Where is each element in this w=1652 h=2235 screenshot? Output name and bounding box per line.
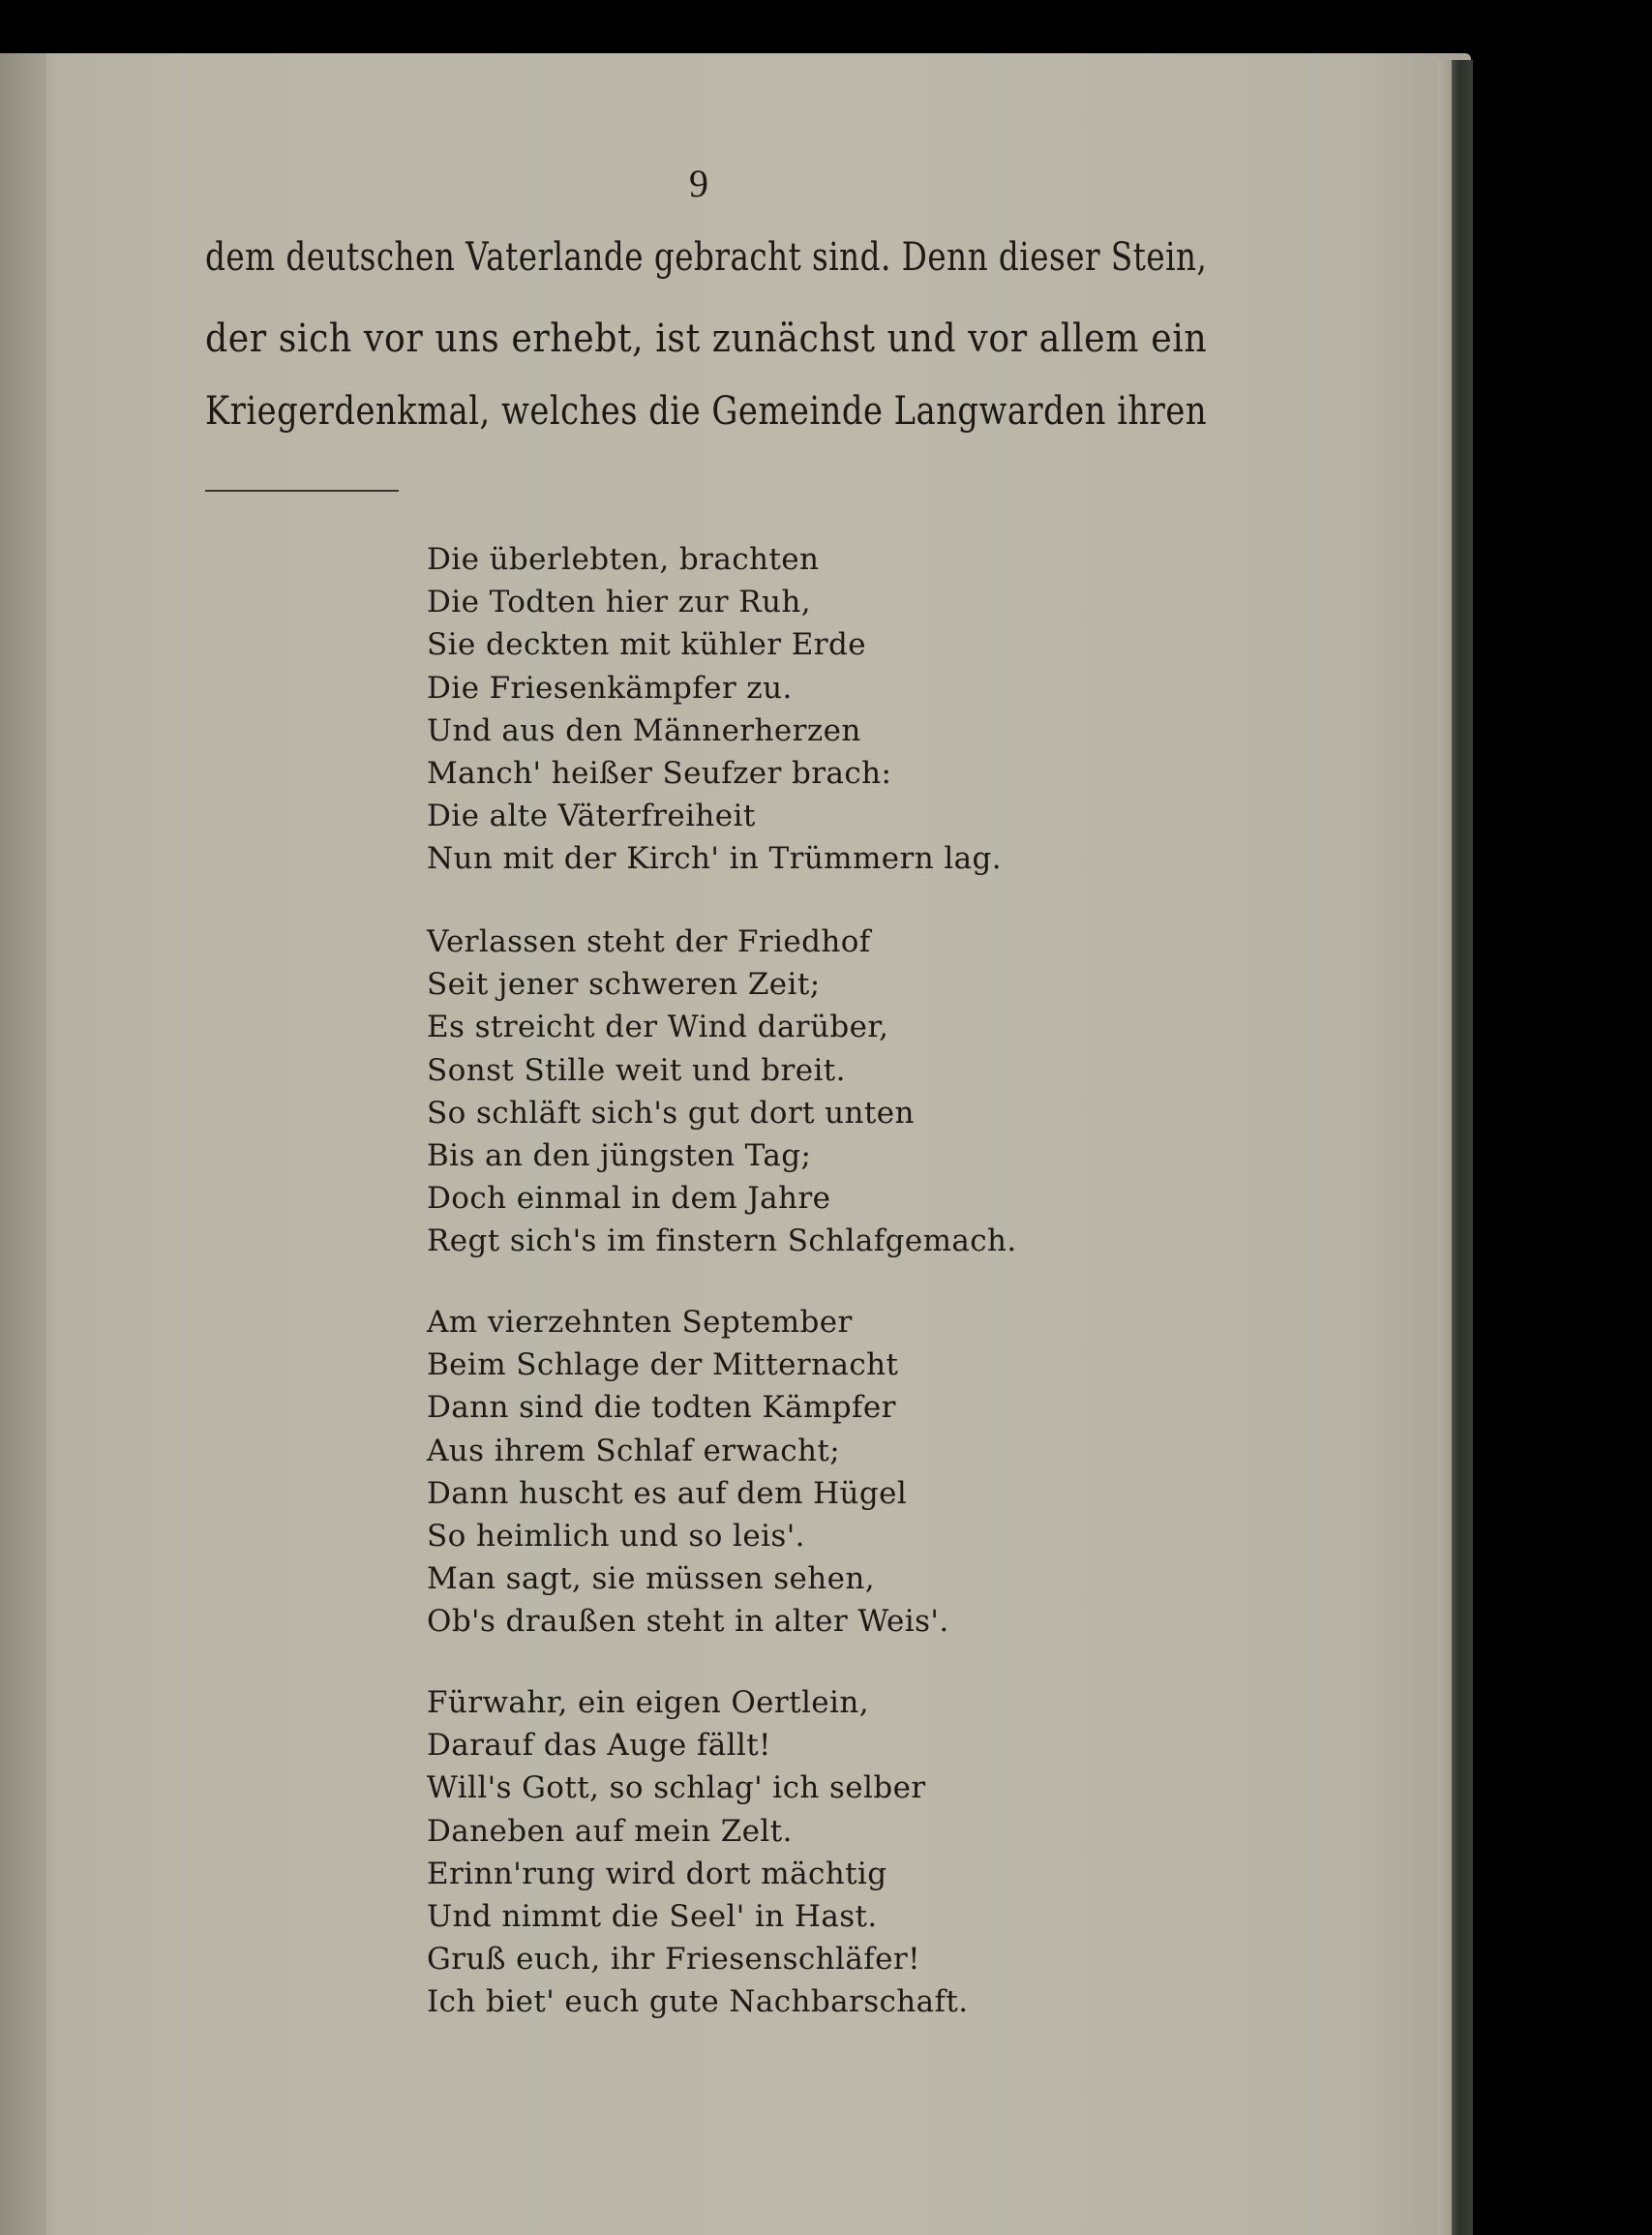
poem-line: So schläft sich's gut dort unten bbox=[427, 1095, 915, 1131]
poem-line: Seit jener schweren Zeit; bbox=[427, 967, 821, 1003]
poem-line: Daneben auf mein Zelt. bbox=[427, 1813, 793, 1849]
footnote-rule bbox=[205, 490, 399, 492]
poem-line: Ich biet' euch gute Nachbarschaft. bbox=[427, 1984, 969, 2020]
poem-line: Man sagt, sie müssen sehen, bbox=[427, 1561, 875, 1597]
prose-line-3: Kriegerdenkmal, welches die Gemeinde Langwarden ihren bbox=[205, 389, 1208, 434]
poem-line: Manch' heißer Seufzer brach: bbox=[427, 756, 892, 791]
poem-line: Doch einmal in dem Jahre bbox=[427, 1181, 831, 1217]
poem-line: Regt sich's im finstern Schlafgemach. bbox=[427, 1223, 1017, 1259]
poem-line: Es streicht der Wind darüber, bbox=[427, 1010, 889, 1045]
poem-line: So heimlich und so leis'. bbox=[427, 1519, 805, 1554]
poem-line: Die Todten hier zur Ruh, bbox=[427, 585, 811, 620]
poem-line: Am vierzehnten September bbox=[427, 1305, 853, 1340]
poem-line: Die überlebten, brachten bbox=[427, 542, 820, 577]
poem-line: Darauf das Auge fällt! bbox=[427, 1728, 771, 1764]
poem-line: Die alte Väterfreiheit bbox=[427, 799, 756, 834]
prose-line-1: dem deutschen Vaterlande gebracht sind. Denn dieser Stein, bbox=[205, 235, 1208, 280]
poem-line: Nun mit der Kirch' in Trümmern lag. bbox=[427, 841, 1003, 877]
poem-line: Aus ihrem Schlaf erwacht; bbox=[427, 1433, 841, 1468]
poem-line: Und aus den Männerherzen bbox=[427, 712, 861, 748]
poem-line: Bis an den jüngsten Tag; bbox=[427, 1138, 812, 1173]
poem-line: Will's Gott, so schlag' ich selber bbox=[427, 1770, 926, 1806]
poem-line: Sie deckten mit kühler Erde bbox=[427, 627, 867, 663]
poem-line: Beim Schlage der Mitternacht bbox=[427, 1347, 899, 1383]
book-cover-edge bbox=[1452, 60, 1473, 2235]
poem-line: Dann huscht es auf dem Hügel bbox=[427, 1475, 908, 1511]
poem-line: Und nimmt die Seel' in Hast. bbox=[427, 1899, 878, 1934]
poem-line: Verlassen steht der Friedhof bbox=[427, 924, 871, 959]
page-gutter bbox=[0, 53, 46, 2235]
page-number: 9 bbox=[689, 162, 708, 205]
poem-line: Erinn'rung wird dort mächtig bbox=[427, 1856, 887, 1891]
poem-line: Dann sind die todten Kämpfer bbox=[427, 1390, 896, 1426]
poem-line: Die Friesenkämpfer zu. bbox=[427, 670, 793, 706]
prose-line-2: der sich vor uns erhebt, ist zunächst und vor allem ein bbox=[205, 317, 1208, 361]
poem-line: Sonst Stille weit und breit. bbox=[427, 1052, 846, 1088]
poem-line: Ob's draußen steht in alter Weis'. bbox=[427, 1604, 949, 1640]
poem-line: Fürwahr, ein eigen Oertlein, bbox=[427, 1685, 869, 1720]
poem-line: Gruß euch, ihr Friesenschläfer! bbox=[427, 1942, 920, 1978]
